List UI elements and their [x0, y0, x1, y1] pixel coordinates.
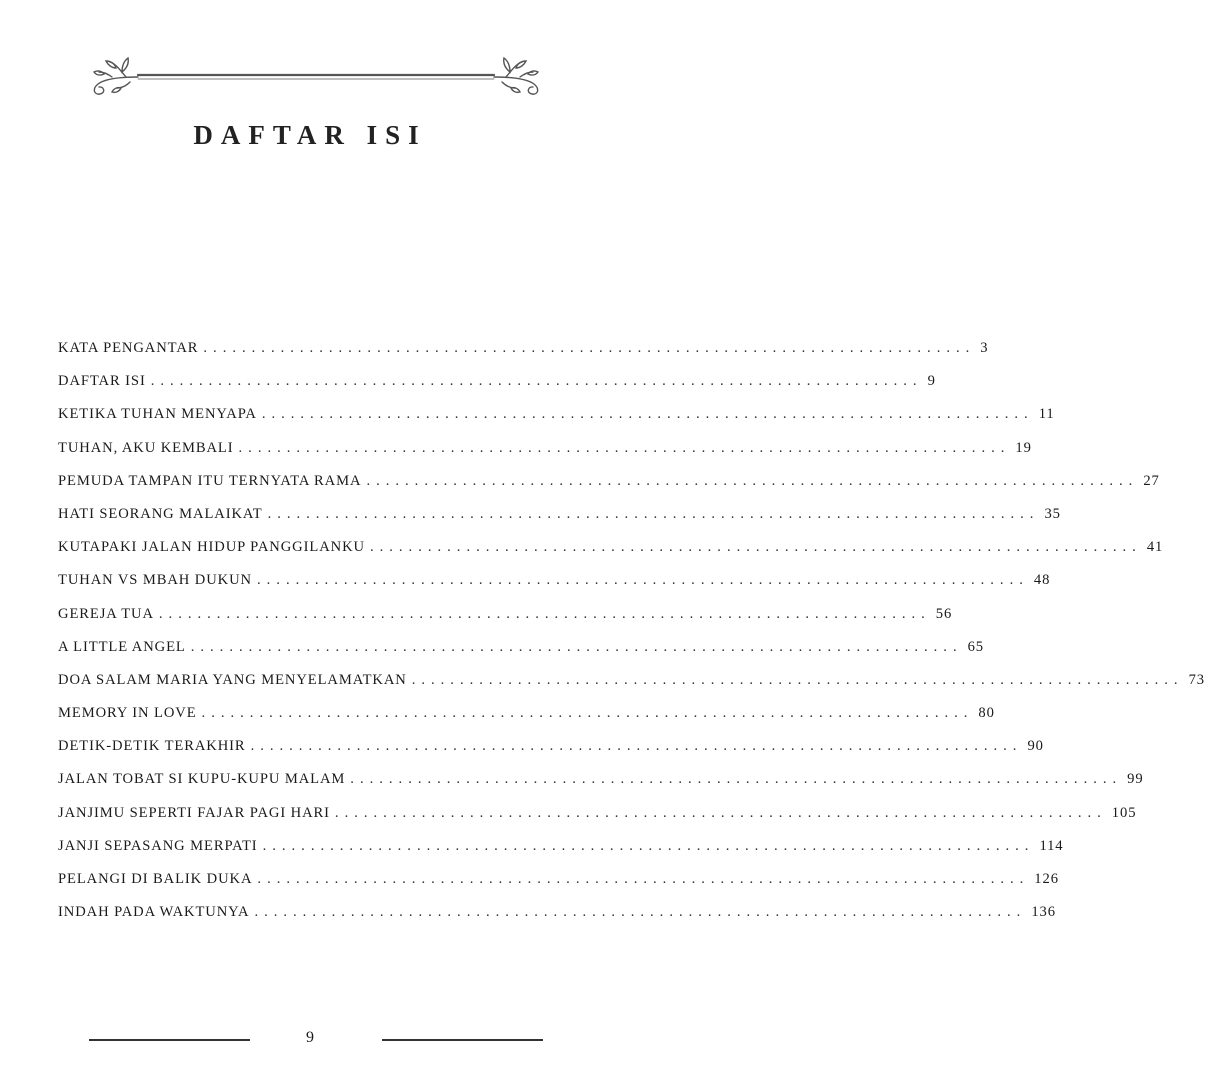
toc-entry-title: DETIK-DETIK TERAKHIR	[58, 738, 246, 755]
toc-entry-title: HATI SEORANG MALAIKAT	[58, 505, 263, 522]
toc-entry	[58, 432, 1032, 465]
toc-dot-leader: ................................................................................	[203, 340, 976, 356]
toc-entry	[58, 598, 953, 631]
toc-entry-title: GEREJA TUA	[58, 605, 154, 622]
toc-entry-page: 65	[967, 638, 984, 655]
toc-dot-leader: ................................................................................	[158, 605, 931, 622]
toc-entry	[58, 398, 1055, 431]
page-footer	[0, 1026, 620, 1050]
toc-entry-page: 48	[1033, 572, 1051, 589]
toc-dot-leader: ................................................................................	[350, 771, 1123, 788]
toc-entry	[58, 730, 1044, 763]
toc-entry-page: 56	[935, 605, 953, 622]
toc-entry-page: 35	[1044, 505, 1061, 522]
toc-entry-title: DAFTAR ISI	[58, 373, 146, 390]
toc-entry-page: 9	[927, 373, 936, 390]
page-number: 9	[306, 1029, 314, 1046]
toc-dot-leader: ................................................................................	[261, 406, 1034, 423]
toc-entry-title: KETIKA TUHAN MENYAPA	[58, 406, 257, 423]
toc-entry-title: MEMORY IN LOVE	[58, 705, 197, 722]
toc-dot-leader: ................................................................................	[238, 439, 1011, 456]
toc-entry-page: 27	[1143, 472, 1160, 489]
toc-dot-leader: ................................................................................	[150, 373, 923, 390]
toc-entry	[58, 332, 989, 365]
toc-entry	[58, 631, 984, 664]
toc-entry	[58, 797, 1137, 830]
toc-dot-leader: ................................................................................	[262, 837, 1035, 854]
toc-entry	[58, 763, 1144, 796]
toc-entry-title: JALAN TOBAT SI KUPU-KUPU MALAM	[58, 771, 346, 788]
toc-entry	[58, 564, 1051, 597]
toc-entry-title: JANJI SEPASANG MERPATI	[58, 837, 258, 854]
toc-entry-page: 11	[1038, 406, 1055, 423]
toc-entry-title: JANJIMU SEPERTI FAJAR PAGI HARI	[58, 804, 330, 821]
toc-entry	[58, 365, 936, 398]
toc-dot-leader: ................................................................................	[334, 804, 1107, 821]
toc-entry-page: 126	[1034, 871, 1059, 887]
toc-entry	[58, 830, 1064, 863]
toc-dot-leader: ................................................................................	[201, 705, 974, 722]
toc-entry-page: 99	[1127, 771, 1144, 788]
toc-entry-page: 19	[1015, 439, 1032, 456]
table-of-contents	[58, 332, 1205, 929]
floral-divider-icon	[86, 48, 546, 100]
toc-dot-leader: ................................................................................	[254, 904, 1027, 921]
toc-dot-leader: ................................................................................	[190, 638, 963, 655]
toc-dot-leader: ................................................................................	[250, 738, 1023, 755]
toc-entry-title: TUHAN VS MBAH DUKUN	[58, 572, 252, 589]
toc-entry-title: PEMUDA TAMPAN ITU TERNYATA RAMA	[58, 472, 362, 489]
toc-entry	[58, 896, 1056, 929]
toc-entry-title: KUTAPAKI JALAN HIDUP PANGGILANKU	[58, 539, 365, 556]
toc-entry-title: PELANGI DI BALIK DUKA	[58, 871, 253, 887]
toc-entry-page: 73	[1188, 671, 1205, 688]
toc-entry-page: 3	[980, 340, 989, 356]
toc-dot-leader: ................................................................................	[411, 671, 1184, 688]
page-title: DAFTAR ISI	[193, 120, 427, 150]
footer-rule-right	[382, 1039, 543, 1041]
toc-dot-leader: ................................................................................	[369, 539, 1142, 556]
toc-entry	[58, 664, 1205, 697]
toc-dot-leader: ................................................................................	[257, 871, 1030, 887]
toc-entry	[58, 863, 1059, 896]
toc-entry	[58, 531, 1164, 564]
toc-dot-leader: ................................................................................	[257, 572, 1029, 589]
toc-dot-leader: ................................................................................	[267, 505, 1040, 522]
toc-dot-leader: ................................................................................	[366, 472, 1139, 489]
toc-entry-page: 114	[1039, 837, 1064, 854]
toc-entry-title: INDAH PADA WAKTUNYA	[58, 904, 250, 921]
toc-entry-page: 90	[1027, 738, 1044, 755]
toc-entry-title: A LITTLE ANGEL	[58, 638, 186, 655]
toc-entry-title: TUHAN, AKU KEMBALI	[58, 439, 234, 456]
toc-entry-page: 41	[1146, 539, 1164, 556]
toc-entry	[58, 465, 1160, 498]
toc-entry-page: 105	[1111, 804, 1137, 821]
toc-entry-page: 80	[978, 705, 995, 722]
toc-entry-title: KATA PENGANTAR	[58, 340, 199, 356]
toc-entry	[58, 697, 995, 730]
toc-entry-page: 136	[1031, 904, 1056, 921]
toc-entry-title: DOA SALAM MARIA YANG MENYELAMATKAN	[58, 671, 407, 688]
toc-entry	[58, 498, 1061, 531]
